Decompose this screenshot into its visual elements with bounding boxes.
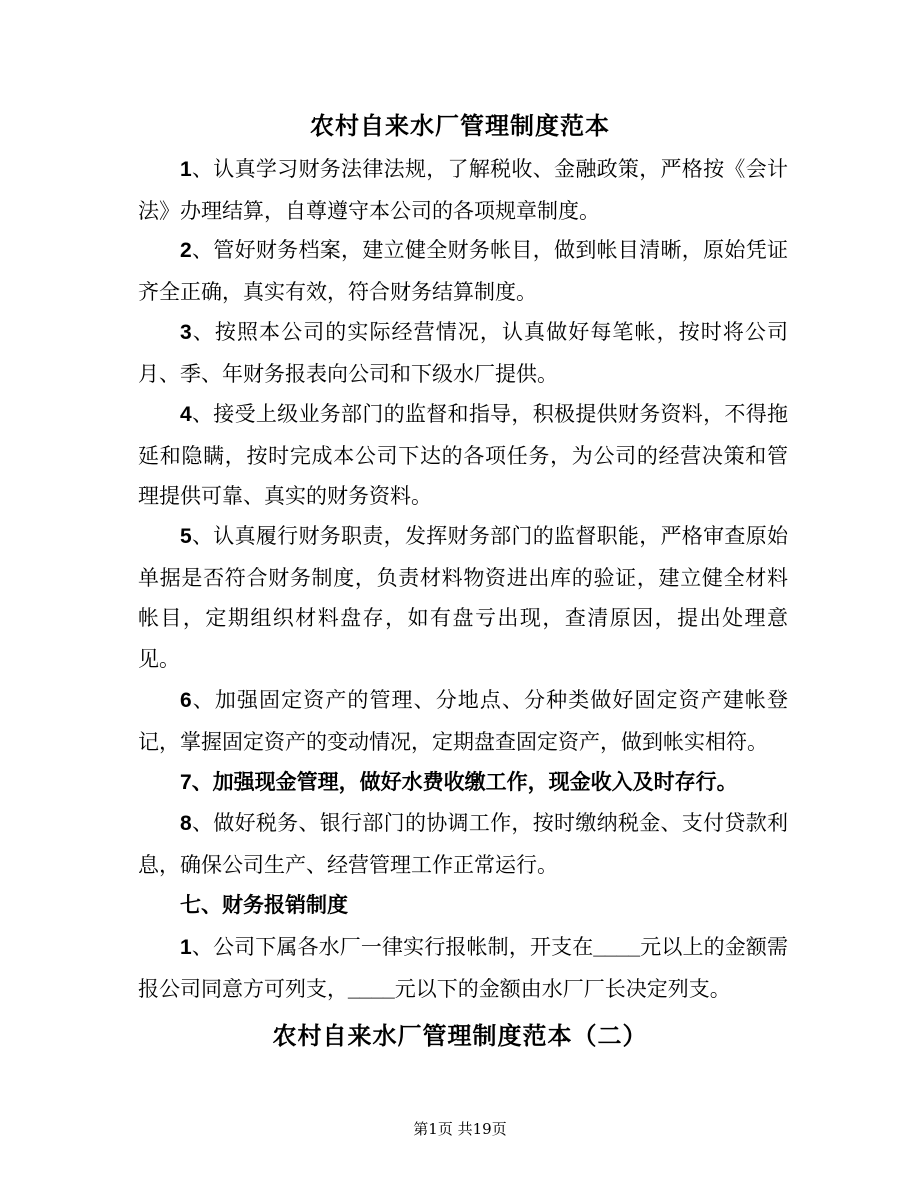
item-6 <box>138 680 788 762</box>
item-number: 8 <box>180 812 192 835</box>
item-number: 1 <box>180 936 192 959</box>
item-number: 6 <box>180 689 192 712</box>
item-number: 5 <box>180 525 192 548</box>
item-text: 、认真学习财务法律法规，了解税收、金融政策，严格按《会计法》办理结算，自尊遵守本公司的各项规章制度。 <box>138 157 788 223</box>
page-footer: 第1页 共19页 <box>413 1120 507 1138</box>
item-text: 、做好税务、银行部门的协调工作，按时缴纳税金、支付贷款利息，确保公司生产、经营管理工作正常运行。 <box>138 811 788 877</box>
item-number: 3 <box>180 321 192 344</box>
item-3 <box>138 312 788 394</box>
item-text: 、加强现金管理，做好水费收缴工作，现金收入及时存行。 <box>191 770 738 794</box>
fill-blank: ____ <box>348 977 395 1001</box>
item-number: 4 <box>180 403 192 426</box>
item-text: 、加强固定资产的管理、分地点、分种类做好固定资产建帐登记，掌握固定资产的变动情况，定期盘查固定资产，做到帐实相符。 <box>138 688 788 754</box>
item-number: 2 <box>180 239 192 262</box>
section-title-2: 农村自来水厂管理制度范本（二） <box>272 1022 648 1050</box>
page-title: 农村自来水厂管理制度范本 <box>310 112 610 140</box>
item-text: 、认真履行财务职责，发挥财务部门的监督职能，严格审查原始单据是否符合财务制度，负责材料物资进出库的验证，建立健全材料帐目，定期组织材料盘存，如有盘亏出现，查清原因，提出处理意见。 <box>138 524 788 671</box>
section-heading: 七、财务报销制度 <box>180 893 348 917</box>
item-5 <box>138 516 788 679</box>
item-1 <box>138 149 788 231</box>
item-2 <box>138 230 788 312</box>
item-number: 1 <box>180 158 192 181</box>
item-4 <box>138 394 788 517</box>
item-text: 、公司下属各水厂一律实行报帐制，开支在 <box>191 935 594 959</box>
item-8 <box>138 803 788 885</box>
item-text: 、管好财务档案，建立健全财务帐目，做到帐目清晰，原始凭证齐全正确，真实有效，符合财务结算制度。 <box>138 238 788 304</box>
item-text: 元以上的金额需报公司同意方可列支， <box>138 935 789 1001</box>
item-text: 元以下的金额由水厂厂长决定列支。 <box>394 976 731 1001</box>
fill-blank: ____ <box>593 936 641 959</box>
item-7 <box>138 762 788 804</box>
item-text: 、接受上级业务部门的监督和指导，积极提供财务资料，不得拖延和隐瞒，按时完成本公司下达的各项任务，为公司的经营决策和管理提供可靠、真实的财务资料。 <box>138 402 788 508</box>
item-text: 、按照本公司的实际经营情况，认真做好每笔帐，按时将公司月、季、年财务报表向公司和下级水厂提供。 <box>138 320 788 386</box>
item-number: 7 <box>180 771 192 794</box>
reimburse-item-1 <box>138 927 788 1010</box>
